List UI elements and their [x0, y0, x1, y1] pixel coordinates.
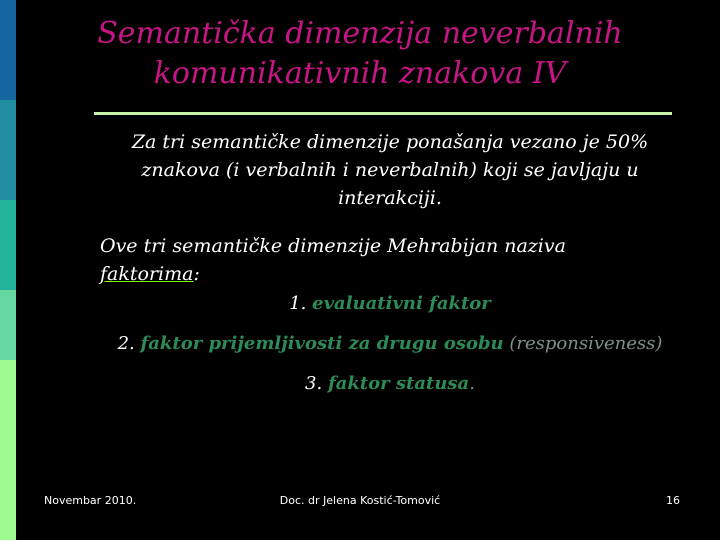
list-item-text: faktor statusa: [327, 373, 470, 394]
list-item-extra: .: [469, 373, 475, 394]
paragraph-factors-prefix: Ove tri semantičke dimenzije Mehrabijan naziva: [100, 235, 566, 257]
list-item-extra: (responsiveness): [509, 333, 663, 354]
list-item: [100, 324, 680, 364]
footer-author: Doc. dr Jelena Kostić-Tomović: [279, 494, 441, 507]
slide-title: Semantička dimenzija neverbalnih komunikativnih znakova IV: [97, 16, 623, 91]
paragraph-intro: Za tri semantičke dimenzije ponašanja vezano je 50% znakova (i verbalnih i neverbalnih) koji se javljaju u interakciji.: [131, 131, 649, 209]
footer-date: Novembar 2010.: [44, 494, 137, 507]
faktorima-link[interactable]: faktorima: [100, 263, 194, 285]
list-item: [100, 364, 680, 404]
factor-list: [100, 284, 680, 404]
footer-page-number: 16: [666, 494, 680, 507]
list-item-number: 2.: [117, 333, 135, 354]
list-item: [100, 284, 680, 324]
side-bar-segment-5: [0, 360, 16, 540]
list-item-text: faktor prijemljivosti za drugu osobu: [140, 333, 504, 354]
side-bar-segment-4: [0, 290, 16, 360]
list-item-text: evaluativni faktor: [312, 293, 491, 314]
list-item-number: 3.: [305, 373, 323, 394]
paragraph-factors-suffix: :: [193, 263, 200, 285]
side-bar-segment-1: [0, 0, 16, 100]
title-divider: [94, 112, 672, 115]
side-bar-segment-2: [0, 100, 16, 200]
list-item-number: 1.: [289, 293, 307, 314]
side-bar-segment-3: [0, 200, 16, 290]
paragraph-factors: [100, 232, 660, 288]
